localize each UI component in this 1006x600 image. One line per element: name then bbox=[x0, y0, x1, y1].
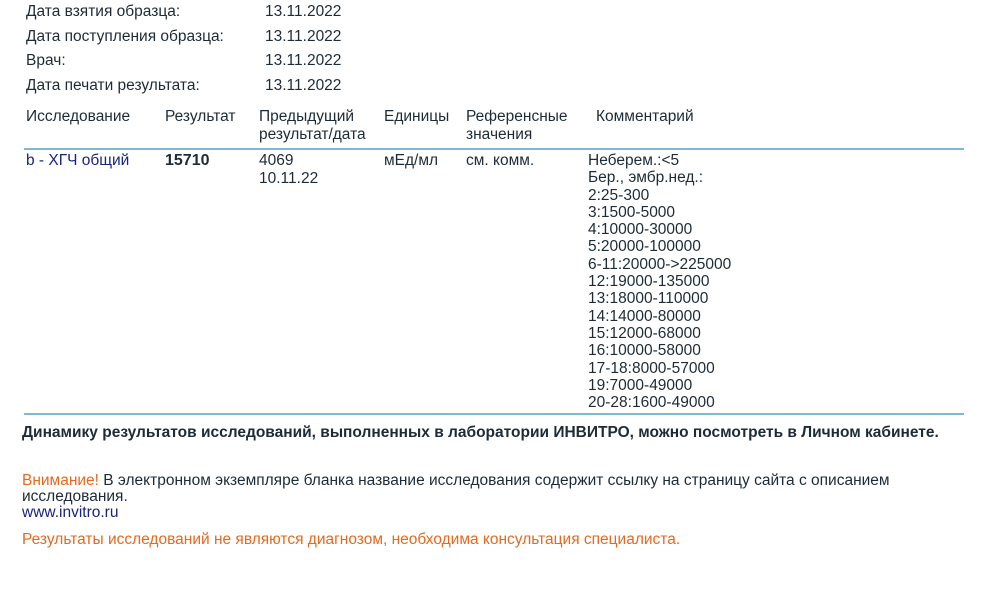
comment-line: 2:25-300 bbox=[588, 186, 650, 204]
header-previous-line1: Предыдущий bbox=[259, 108, 355, 125]
comment-line: 20-28:1600-49000 bbox=[588, 394, 715, 412]
table-bottom-divider bbox=[24, 413, 964, 415]
dynamics-note: Динамику результатов исследований, выполненных в лаборатории ИНВИТРО, можно посмотреть в Личном кабинете. bbox=[22, 424, 939, 441]
header-reference-line2: значения bbox=[466, 126, 533, 143]
meta-row bbox=[26, 25, 341, 50]
disclaimer-note: Результаты исследований не являются диагнозом, необходима консультация специалиста. bbox=[22, 531, 681, 548]
meta-value: 13.11.2022 bbox=[265, 76, 342, 94]
comment-line: 15:12000-68000 bbox=[588, 324, 701, 342]
meta-value: 13.11.2022 bbox=[265, 52, 342, 70]
comment-line: 16:10000-58000 bbox=[588, 342, 701, 360]
header-test: Исследование bbox=[26, 108, 131, 125]
attention-text: В электронном экземпляре бланка название исследования содержит ссылку на страницу сайта с описанием исследования. bbox=[22, 472, 890, 505]
comment-line: 17-18:8000-57000 bbox=[588, 359, 715, 377]
result-value: 15710 bbox=[165, 152, 210, 169]
comment-cell bbox=[588, 152, 731, 411]
previous-result bbox=[259, 152, 318, 188]
header-previous bbox=[259, 108, 366, 144]
comment-line: 6-11:20000->225000 bbox=[588, 255, 732, 273]
comment-line: 5:20000-100000 bbox=[588, 238, 701, 256]
comment-line: 12:19000-135000 bbox=[588, 273, 710, 291]
attention-note bbox=[22, 473, 972, 505]
header-reference bbox=[466, 108, 568, 144]
comment-line: 13:18000-110000 bbox=[588, 290, 709, 308]
comment-line: 3:1500-5000 bbox=[588, 203, 676, 221]
meta-value: 13.11.2022 bbox=[265, 27, 342, 45]
meta-row bbox=[26, 74, 341, 99]
comment-line: Бер., эмбр.нед.: bbox=[588, 169, 704, 187]
meta-row bbox=[26, 49, 341, 74]
comment-line: 4:10000-30000 bbox=[588, 221, 693, 239]
test-name-link[interactable]: b - ХГЧ общий bbox=[26, 152, 130, 169]
comment-line: Неберем.:<5 bbox=[588, 152, 680, 169]
comment-line: 14:14000-80000 bbox=[588, 307, 701, 325]
site-link[interactable]: www.invitro.ru bbox=[22, 504, 119, 521]
meta-label: Врач: bbox=[26, 52, 66, 70]
meta-label: Дата поступления образца: bbox=[26, 27, 224, 45]
header-result: Результат bbox=[165, 108, 236, 125]
header-reference-line1: Референсные bbox=[466, 108, 568, 125]
attention-label: Внимание! bbox=[22, 472, 99, 489]
units-value: мЕд/мл bbox=[384, 152, 439, 169]
reference-value: см. комм. bbox=[466, 152, 535, 169]
previous-value: 4069 bbox=[259, 152, 294, 169]
meta-label: Дата взятия образца: bbox=[26, 3, 181, 21]
meta-row bbox=[26, 0, 341, 25]
header-units: Единицы bbox=[384, 108, 450, 125]
meta-value: 13.11.2022 bbox=[265, 3, 342, 21]
sample-info bbox=[26, 0, 341, 98]
header-previous-line2: результат/дата bbox=[259, 126, 366, 143]
comment-line: 19:7000-49000 bbox=[588, 376, 693, 394]
header-divider bbox=[24, 148, 964, 150]
header-comment: Комментарий bbox=[596, 108, 694, 125]
meta-label: Дата печати результата: bbox=[26, 76, 200, 94]
previous-date: 10.11.22 bbox=[259, 170, 319, 187]
